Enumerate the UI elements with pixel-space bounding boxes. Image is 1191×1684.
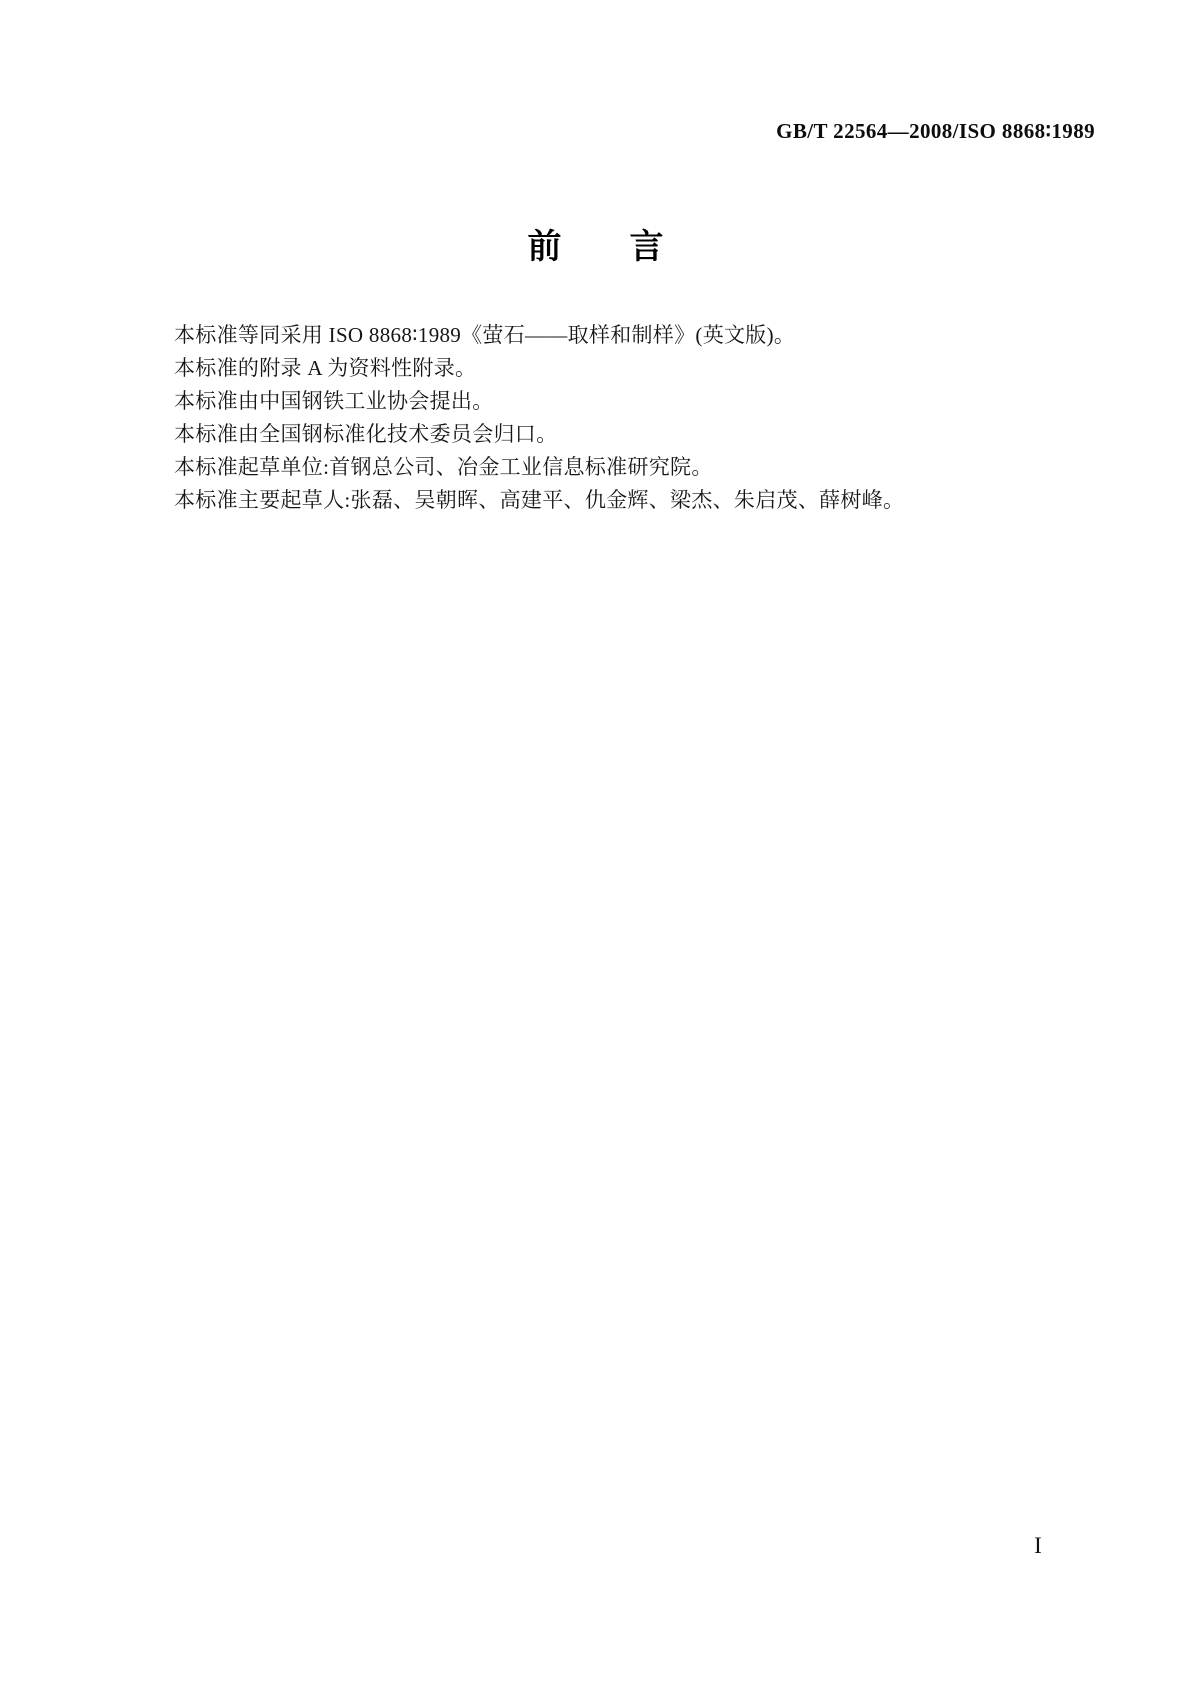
foreword-paragraph: 本标准等同采用 ISO 8868∶1989《萤石——取样和制样》(英文版)。: [174, 323, 796, 347]
page-number: I: [1034, 1533, 1042, 1558]
foreword-paragraph: 本标准的附录 A 为资料性附录。: [174, 356, 477, 380]
foreword-paragraph: 本标准起草单位:首钢总公司、冶金工业信息标准研究院。: [174, 455, 713, 479]
standard-number-header: GB/T 22564—2008/ISO 8868∶1989: [776, 119, 1095, 143]
page-title: 前 言: [527, 227, 664, 267]
foreword-paragraph: 本标准由中国钢铁工业协会提出。: [174, 389, 494, 413]
foreword-body: [132, 319, 1099, 517]
foreword-paragraph: 本标准由全国钢标准化技术委员会归口。: [174, 422, 558, 446]
foreword-paragraph: 本标准主要起草人:张磊、吴朝晖、高建平、仇金辉、梁杰、朱启茂、薛树峰。: [174, 488, 905, 512]
